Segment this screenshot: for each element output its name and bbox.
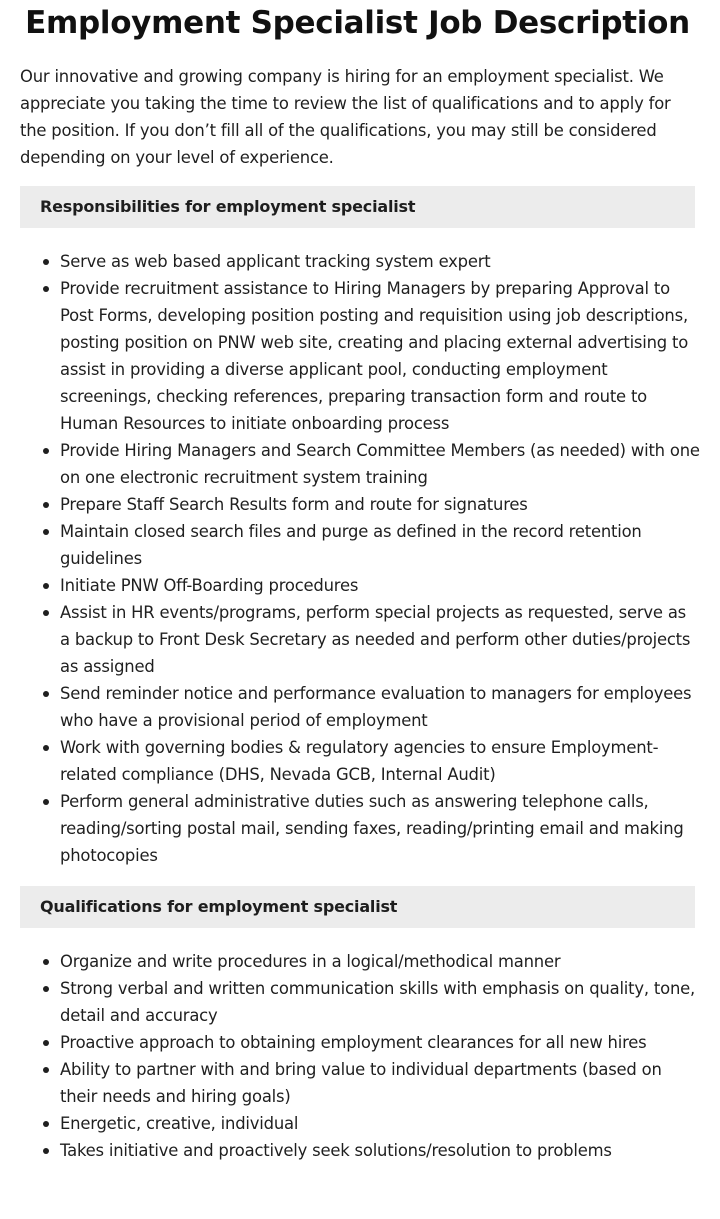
list-item: Organize and write procedures in a logical/methodical manner — [60, 948, 700, 975]
qualifications-list — [20, 948, 700, 1164]
list-item: Send reminder notice and performance evaluation to managers for employees who have a provisional period of employment — [60, 680, 700, 734]
list-item: Serve as web based applicant tracking system expert — [60, 248, 700, 275]
list-item: Energetic, creative, individual — [60, 1110, 700, 1137]
qualifications-heading: Qualifications for employment specialist — [20, 886, 695, 928]
responsibilities-list — [20, 248, 700, 869]
list-item: Perform general administrative duties such as answering telephone calls, reading/sorting postal mail, sending faxes, reading/printing email and making photocopies — [60, 788, 700, 869]
list-item: Work with governing bodies & regulatory agencies to ensure Employment-related compliance (DHS, Nevada GCB, Internal Audit) — [60, 734, 700, 788]
list-item: Provide Hiring Managers and Search Committee Members (as needed) with one on one electronic recruitment system training — [60, 437, 700, 491]
list-item: Proactive approach to obtaining employment clearances for all new hires — [60, 1029, 700, 1056]
list-item: Assist in HR events/programs, perform special projects as requested, serve as a backup to Front Desk Secretary as needed and perform other duties/projects as assigned — [60, 599, 700, 680]
list-item: Takes initiative and proactively seek solutions/resolution to problems — [60, 1137, 700, 1164]
list-item: Strong verbal and written communication skills with emphasis on quality, tone, detail and accuracy — [60, 975, 700, 1029]
intro-paragraph: Our innovative and growing company is hiring for an employment specialist. We appreciate you taking the time to review the list of qualifications and to apply for the position. If you don’t fill all of the qualifications, you may still be considered depending on your level of experience. — [20, 67, 671, 167]
page-title: Employment Specialist Job Description — [25, 5, 690, 41]
list-item: Prepare Staff Search Results form and route for signatures — [60, 491, 700, 518]
list-item: Initiate PNW Off-Boarding procedures — [60, 572, 700, 599]
list-item: Maintain closed search files and purge as defined in the record retention guidelines — [60, 518, 700, 572]
list-item: Provide recruitment assistance to Hiring Managers by preparing Approval to Post Forms, developing position posting and requisition using job descriptions, posting position on PNW web site, creating and placing external advertising to assist in providing a diverse applicant pool, conducting employment screenings, checking references, preparing transaction form and route to Human Resources to initiate onboarding process — [60, 275, 700, 437]
list-item: Ability to partner with and bring value to individual departments (based on their needs and hiring goals) — [60, 1056, 700, 1110]
responsibilities-heading: Responsibilities for employment specialist — [20, 186, 695, 228]
